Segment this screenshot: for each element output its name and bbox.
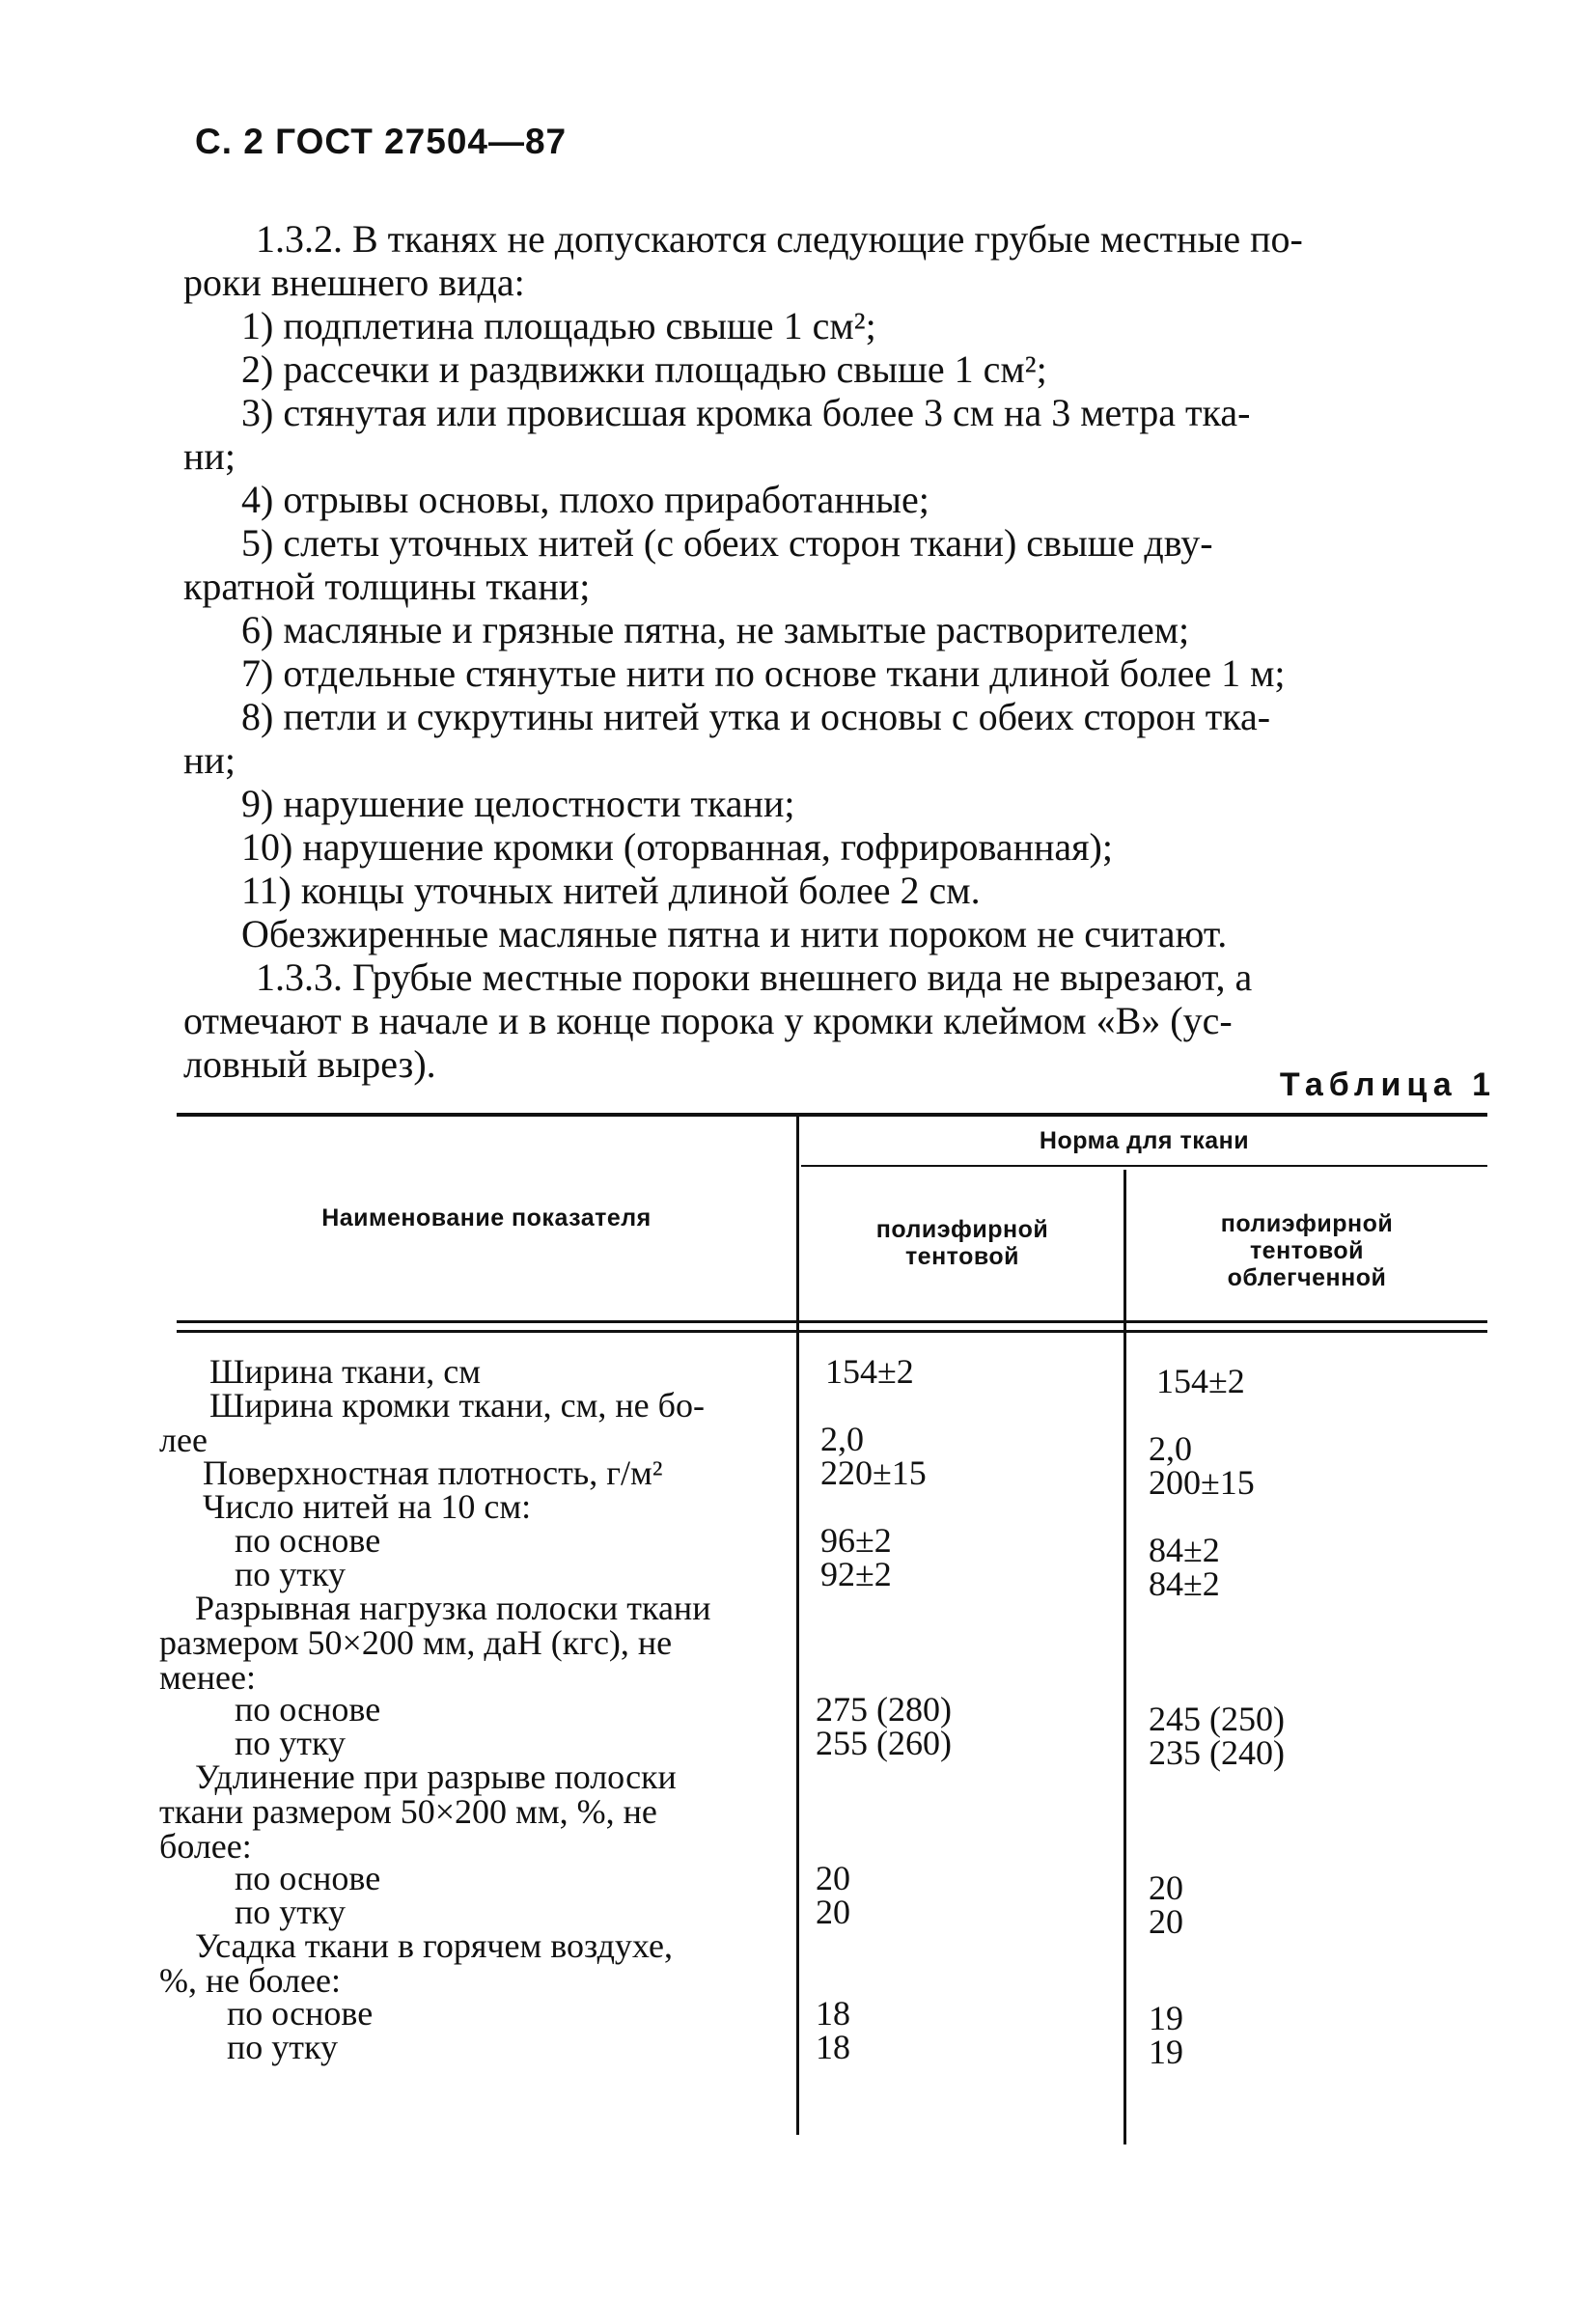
list-item: 7) отдельные стянутые нити по основе ткани длиной более 1 м; xyxy=(241,651,1286,695)
table-cell-col1: 18 xyxy=(816,2028,850,2066)
paragraph-note: Обезжиренные масляные пятна и нити пороком не считают. xyxy=(241,912,1228,955)
table-cell-col2: 154±2 xyxy=(1156,1362,1245,1400)
table-cell-col1: 18 xyxy=(816,1994,850,2033)
header-col2-line: тентовой xyxy=(1249,1237,1365,1264)
table-row-label xyxy=(159,1692,777,1727)
label-line: Разрывная нагрузка полоски ткани xyxy=(195,1589,711,1627)
label-line: менее: xyxy=(159,1658,256,1697)
label-line: Ширина кромки ткани, см, не бо- xyxy=(209,1386,705,1425)
table-cell-col1: 275 (280) xyxy=(816,1690,952,1729)
paragraph-line: отмечают в начале и в конце порока у кромки клеймом «В» (ус- xyxy=(183,999,1233,1042)
table-cell-col1: 20 xyxy=(816,1859,850,1897)
list-item: 11) концы уточных нитей длиной более 2 см. xyxy=(241,869,981,912)
header-col2-line: облегченной xyxy=(1227,1264,1387,1291)
table-row-label xyxy=(159,1895,777,1929)
paragraph-line: роки внешнего вида: xyxy=(183,261,525,304)
table-cell-col2: 19 xyxy=(1149,2033,1183,2071)
column-divider-2 xyxy=(1123,1170,1126,2144)
list-item: 1) подплетина площадью свыше 1 см²; xyxy=(241,304,876,347)
table-row-label xyxy=(159,1523,777,1558)
list-item-continuation: ни; xyxy=(183,434,236,478)
list-item: 6) масляные и грязные пятна, не замытые растворителем; xyxy=(241,608,1190,651)
table-top-rule xyxy=(177,1113,1487,1117)
table-cell-col1: 96±2 xyxy=(820,1521,892,1560)
list-item: 5) слеты уточных нитей (с обеих сторон ткани) свыше дву- xyxy=(241,521,1213,565)
label-line: Удлинение при разрыве полоски xyxy=(195,1757,677,1796)
list-item: 2) рассечки и раздвижки площадью свыше 1 см²; xyxy=(241,347,1047,391)
label-line: Число нитей на 10 см: xyxy=(203,1487,532,1526)
table-cell-col2: 200±15 xyxy=(1149,1463,1255,1502)
table-row-label xyxy=(159,1996,777,2031)
table-cell-col1: 255 (260) xyxy=(816,1724,952,1762)
paragraph-line: ловный вырез). xyxy=(183,1042,436,1086)
list-item: 4) отрывы основы, плохо приработанные; xyxy=(241,478,929,521)
table-row-label xyxy=(159,1489,777,1524)
label-line: по утку xyxy=(227,2028,338,2066)
paragraph-1-3-3: 1.3.3. Грубые местные пороки внешнего вида не вырезают, а xyxy=(256,955,1253,999)
table-cell-col1: 92±2 xyxy=(820,1555,892,1593)
paragraph-1-3-2: 1.3.2. В тканях не допускаются следующие грубые местные по- xyxy=(256,217,1303,261)
table-row-label xyxy=(159,1726,777,1760)
table-cell-col2: 19 xyxy=(1149,1999,1183,2037)
table-row-label xyxy=(159,1388,777,1457)
header-sub-rule xyxy=(801,1165,1487,1167)
header-bottom-rule-double xyxy=(177,1330,1487,1333)
table-row-label xyxy=(159,1557,777,1591)
list-item: 9) нарушение целостности ткани; xyxy=(241,782,795,825)
table-cell-col1: 220±15 xyxy=(820,1453,927,1492)
label-line: по основе xyxy=(235,1690,381,1729)
table-cell-col2: 20 xyxy=(1149,1902,1183,1941)
list-item-continuation: ни; xyxy=(183,738,236,782)
header-col1-line: тентовой xyxy=(904,1243,1020,1270)
header-name: Наименование показателя xyxy=(321,1204,652,1231)
header-col2-line: полиэфирной xyxy=(1220,1210,1394,1237)
table-caption: Таблица 1 xyxy=(1279,1066,1496,1103)
label-line: по утку xyxy=(235,1724,346,1762)
label-line: по основе xyxy=(235,1859,381,1897)
table-cell-col2: 20 xyxy=(1149,1868,1183,1907)
label-line: по основе xyxy=(235,1521,381,1560)
list-item-continuation: кратной толщины ткани; xyxy=(183,565,591,608)
header-bottom-rule xyxy=(177,1320,1487,1323)
table-cell-col1: 2,0 xyxy=(820,1420,864,1458)
label-line: более: xyxy=(159,1827,252,1866)
table-row-label xyxy=(159,1591,777,1695)
header-col1 xyxy=(801,1216,1123,1270)
label-line: размером 50×200 мм, даН (кгс), не xyxy=(159,1623,673,1662)
label-line: по утку xyxy=(235,1555,346,1593)
label-line: по основе xyxy=(227,1994,374,2033)
header-col2 xyxy=(1126,1210,1487,1291)
header-norm: Норма для ткани xyxy=(1039,1127,1250,1154)
label-line: лее xyxy=(159,1421,208,1459)
label-line: Поверхностная плотность, г/м² xyxy=(203,1453,663,1492)
body-text xyxy=(183,217,1506,1086)
label-line: Усадка ткани в горячем воздухе, xyxy=(195,1926,673,1965)
table-row-label xyxy=(159,1759,777,1864)
table-row-label xyxy=(159,1455,777,1490)
table-cell-col1: 154±2 xyxy=(825,1352,914,1391)
table-cell-col2: 245 (250) xyxy=(1149,1700,1285,1738)
page-header: С. 2 ГОСТ 27504—87 xyxy=(195,122,568,161)
table-row-label xyxy=(159,1354,777,1389)
list-item: 3) стянутая или провисшая кромка более 3 см на 3 метра тка- xyxy=(241,391,1251,434)
table-cell-col2: 84±2 xyxy=(1149,1531,1220,1569)
table-cell-col2: 2,0 xyxy=(1149,1429,1192,1468)
list-item: 10) нарушение кромки (оторванная, гофрированная); xyxy=(241,825,1113,869)
column-divider-1 xyxy=(796,1117,799,2135)
label-line: по утку xyxy=(235,1893,346,1931)
table-cell-col2: 84±2 xyxy=(1149,1564,1220,1603)
label-line: ткани размером 50×200 мм, %, не xyxy=(159,1792,657,1831)
table-cell-col2: 235 (240) xyxy=(1149,1733,1285,1772)
label-line: %, не более: xyxy=(159,1961,341,2000)
table-row-label xyxy=(159,2030,777,2064)
table-cell-col1: 20 xyxy=(816,1893,850,1931)
table-row-label xyxy=(159,1928,777,1998)
label-line: Ширина ткани, см xyxy=(209,1352,482,1391)
table-row-label xyxy=(159,1861,777,1895)
header-col1-line: полиэфирной xyxy=(875,1216,1049,1243)
list-item: 8) петли и сукрутины нитей утка и основы с обеих сторон тка- xyxy=(241,695,1271,738)
